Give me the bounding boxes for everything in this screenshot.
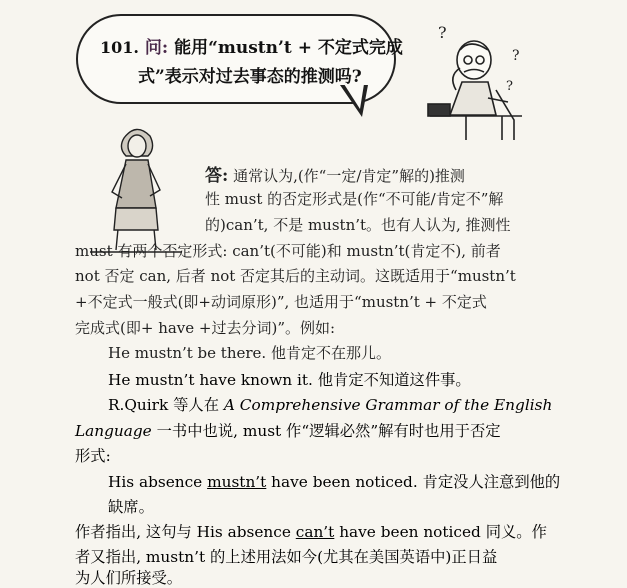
quirk-line-3: 形式: (75, 447, 111, 465)
question-number: 101. (100, 38, 139, 57)
ending-line-2: 者又指出, mustn’t 的上述用法如今(尤其在美国英语中)正日益 (75, 548, 498, 566)
example-1: He mustn’t be there. 他肯定不在那儿。 (108, 344, 391, 362)
quirk-line-2: Language 一书中也说, must 作“逻辑必然”解有时也用于否定 (75, 422, 501, 440)
answer-line-7: 完成式(即+ have +过去分词)”。例如: (75, 319, 336, 337)
woman-illustration (86, 118, 186, 258)
book-title-cont: Language (75, 422, 152, 440)
example-3: His absence mustn’t have been noticed. 肯定没人注意到他的 (108, 473, 561, 491)
answer-line-4: must 有两个否定形式: can’t(不可能)和 mustn’t(肯定不), 前者 (75, 242, 501, 260)
question-text-1: 能用“mustn’t + 不定式完成 (174, 38, 403, 58)
answer-label: 答: (205, 166, 229, 186)
answer-line-2: 性 must 的否定形式是(作“不可能/肯定不”解 (205, 190, 504, 208)
question-label: 问: (144, 38, 169, 58)
question-text-2: 式”表示对过去事态的推测吗? (138, 67, 362, 87)
example-2: He mustn’t have known it. 他肯定不知道这件事。 (108, 371, 471, 389)
question-line-2 (138, 62, 362, 87)
answer-line-5: not 否定 can, 后者 not 否定其后的主动词。这既适用于“mustn’t (75, 267, 516, 285)
book-title: A Comprehensive Grammar of the English (223, 396, 553, 414)
ending-line-3: 为人们所接受。 (75, 569, 183, 587)
thinking-man-illustration (410, 20, 535, 145)
svg-text:?: ? (512, 48, 520, 64)
question-line-1 (100, 33, 403, 58)
quirk-line-1: R.Quirk 等人在 A Comprehensive Grammar of the English (108, 396, 553, 414)
ending-line-1: 作者指出, 这句与 His absence can’t have been noticed 同义。作 (75, 523, 547, 541)
svg-text:?: ? (506, 79, 513, 94)
answer-line-3: 的)can’t, 不是 mustn’t。也有人认为, 推测性 (205, 216, 511, 234)
svg-text:?: ? (438, 23, 447, 42)
example-3-cont: 缺席。 (108, 498, 154, 516)
answer-line-6: +不定式一般式(即+动词原形)”, 也适用于“mustn’t + 不定式 (75, 293, 487, 311)
answer-line-1: 答: 通常认为,(作“一定/肯定”解的)推测 (205, 166, 465, 186)
